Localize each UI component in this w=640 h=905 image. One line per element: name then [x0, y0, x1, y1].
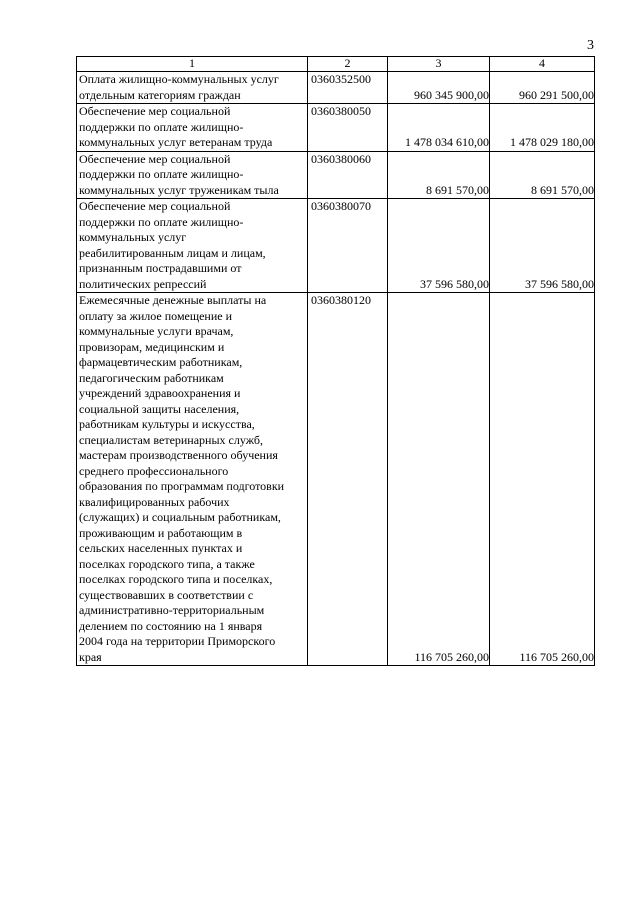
row-value-col3: 1 478 034 610,00 — [388, 104, 490, 152]
table-row — [77, 72, 595, 104]
column-header: 4 — [490, 57, 595, 72]
row-value-col4: 8 691 570,00 — [490, 151, 595, 199]
row-value-col4: 1 478 029 180,00 — [490, 104, 595, 152]
column-header: 2 — [308, 57, 388, 72]
row-code: 0360380070 — [308, 199, 388, 293]
column-header: 1 — [77, 57, 308, 72]
row-value-col4: 116 705 260,00 — [490, 293, 595, 666]
table-row — [77, 104, 595, 152]
row-name: Обеспечение мер социальной поддержки по оплате жилищно- коммунальных услуг труженикам тыла — [77, 151, 308, 199]
row-name: Ежемесячные денежные выплаты на оплату за жилое помещение и коммунальные услуги врачам, провизорам, медицинским и фармацевтическим работникам, педагогическим работникам учреждений здравоохранения и социальной защиты населения, работникам культуры и искусства, специалистам ветеринарных служб, мастерам производственного обучения среднего профессионального образования по программам подготовки квалифицированных рабочих (служащих) и социальным работникам, проживающим и работающим в сельских населенных пунктах и поселках городского типа, а также поселках городского типа и поселках, существовавших в соответствии с административно-территориальным делением по состоянию на 1 января 2004 года на территории Приморского края — [77, 293, 308, 666]
row-value-col3: 960 345 900,00 — [388, 72, 490, 104]
row-value-col3: 116 705 260,00 — [388, 293, 490, 666]
row-value-col3: 37 596 580,00 — [388, 199, 490, 293]
row-name: Обеспечение мер социальной поддержки по оплате жилищно- коммунальных услуг ветеранам труда — [77, 104, 308, 152]
row-code: 0360352500 — [308, 72, 388, 104]
table-row — [77, 151, 595, 199]
row-value-col4: 960 291 500,00 — [490, 72, 595, 104]
table-header-row — [77, 57, 595, 72]
row-code: 0360380120 — [308, 293, 388, 666]
table-row — [77, 199, 595, 293]
row-name: Обеспечение мер социальной поддержки по оплате жилищно- коммунальных услуг реабилитированным лицам и лицам, признанным пострадавшими от политических репрессий — [77, 199, 308, 293]
row-name: Оплата жилищно-коммунальных услуг отдельным категориям граждан — [77, 72, 308, 104]
budget-table — [76, 56, 595, 666]
column-header: 3 — [388, 57, 490, 72]
row-value-col3: 8 691 570,00 — [388, 151, 490, 199]
row-value-col4: 37 596 580,00 — [490, 199, 595, 293]
page-number: 3 — [587, 38, 594, 53]
row-code: 0360380060 — [308, 151, 388, 199]
row-code: 0360380050 — [308, 104, 388, 152]
table-row — [77, 293, 595, 666]
